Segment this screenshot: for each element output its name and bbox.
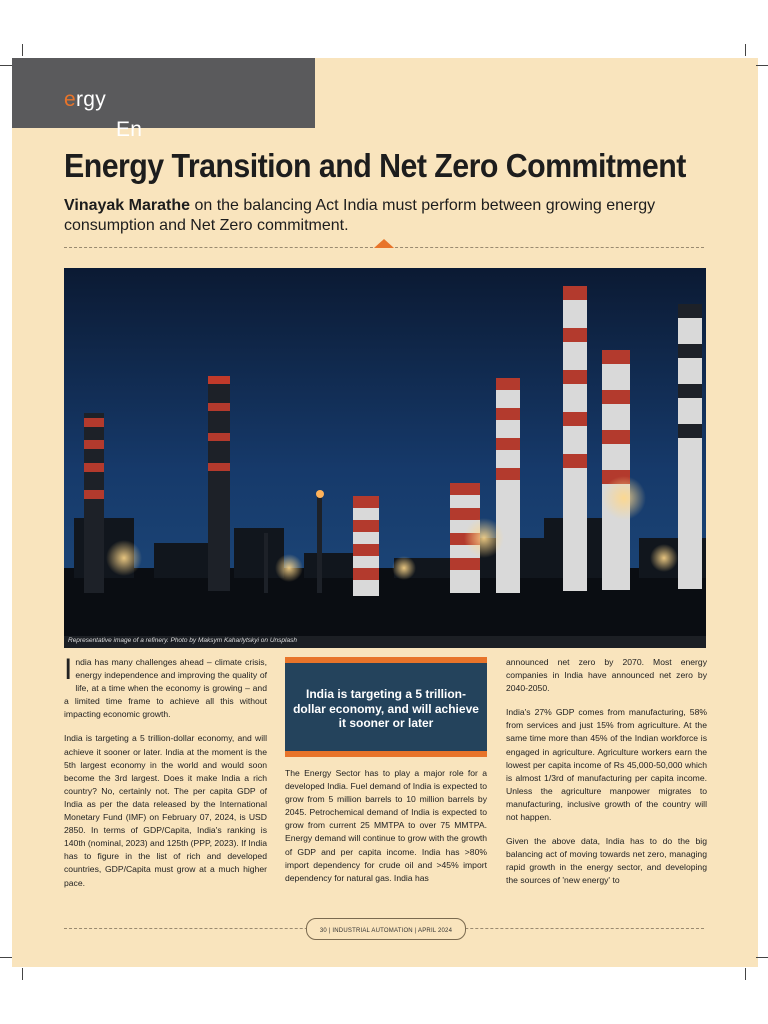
article-headline: Energy Transition and Net Zero Commitment: [64, 147, 686, 184]
chimney: [602, 350, 630, 590]
body-paragraph: The Energy Sector has to play a major role for a developed India. Fuel demand of India is expected to grow from 5 million barrels to 10 million barrels by 2045. Petrochemical demand of India is expected to grow from current 25 MMTPA to over 75 MMTPA. Energy demand will continue to grow with the growth of GDP and per capita income. India has >80% import dependency for crude oil and >45% import dependency for natural gas. India has: [285, 768, 487, 883]
crop-mark: [756, 957, 768, 958]
paragraph-text: ndia has many challenges ahead – climate crisis, energy independence and improving the quality of life, at a time when the economy is growing – and a limited time frame to achieve all this without impacting economic growth.: [64, 657, 267, 720]
section-tab: [12, 58, 315, 141]
pull-quote-band: [285, 751, 487, 757]
body-paragraph: India is targeting a 5 trillion-dollar economy, and will achieve it sooner or later. India at the moment is the 5th largest economy in the world and would soon become the 3rd largest. Does it make India a rich country? No, certainly not. The per capita GDP of India as per the data released by the International Monetary Fund (IMF) on February 07, 2024, is USD 2850. In terms of GDP/Capita, India's ranking is 140th (nominal, 2023) and 125th (PPP, 2023). If India has to figure in the list of rich and developed countries, GDP/Capita must grow at a much higher pace.: [64, 733, 267, 888]
chimney: [496, 378, 520, 593]
body-paragraph: India's 27% GDP comes from manufacturing, 58% from services and just 15% from agriculture. At the same time more than 45% of the Indian workforce is engaged in agriculture. Agriculture workers earn the lowest per capita income of Rs 45,000-50,000 which is almost 1/3rd of manufacturing per capita income. Unless the agriculture manpower migrates to manufacturing, inclusive growth of the country will not happen.: [506, 707, 707, 823]
section-label-accent: e: [64, 88, 76, 111]
body-paragraph: announced net zero by 2070. Most energy companies in India have announced net zero by 2040-2050.: [506, 657, 707, 694]
pointer-triangle-icon: [374, 239, 394, 248]
crop-mark: [22, 44, 23, 56]
photo-caption: Representative image of a refinery. Photo by Maksym Kaharlytskyi on Unsplash: [68, 637, 297, 644]
chimney: [563, 286, 587, 591]
body-column-2: [285, 767, 487, 896]
chimney: [353, 496, 379, 596]
crop-mark: [0, 957, 12, 958]
article-standfirst: [64, 196, 714, 236]
crop-mark: [745, 968, 746, 980]
body-column-1: [64, 653, 267, 901]
refinery-photo-illustration: [64, 268, 706, 638]
chimney: [208, 376, 230, 591]
crop-mark: [745, 44, 746, 56]
section-label: [64, 88, 143, 141]
pull-quote-band: [285, 657, 487, 663]
refinery-photo: [64, 268, 706, 638]
pull-quote-text: India is targeting a 5 trillion-dollar economy, and will achieve it sooner or later: [293, 687, 479, 730]
footer-text: 30 | INDUSTRIAL AUTOMATION | APRIL 2024: [319, 928, 453, 934]
crop-mark: [0, 65, 12, 66]
pull-quote-box: [285, 657, 487, 757]
body-paragraph: Given the above data, India has to do the big balancing act of moving towards net zero, managing rapid growth in the energy sector, and developing the sources of 'new energy' to: [506, 836, 707, 886]
standfirst-text: on the balancing Act India must perform between growing energy consumption and Net Zero commitment.: [64, 197, 656, 234]
section-label-part: rgy: [75, 88, 107, 111]
chimney: [678, 304, 702, 589]
drop-cap: I: [64, 653, 73, 686]
chimney: [84, 413, 104, 593]
crop-mark: [756, 65, 768, 66]
author-name: Vinayak Marathe: [64, 197, 190, 214]
body-column-3: [506, 656, 707, 899]
page-footer: [306, 918, 466, 940]
crop-mark: [22, 968, 23, 980]
body-paragraph: [64, 653, 267, 721]
section-label-part: En: [116, 118, 143, 141]
photo-caption-bar: [64, 636, 706, 648]
